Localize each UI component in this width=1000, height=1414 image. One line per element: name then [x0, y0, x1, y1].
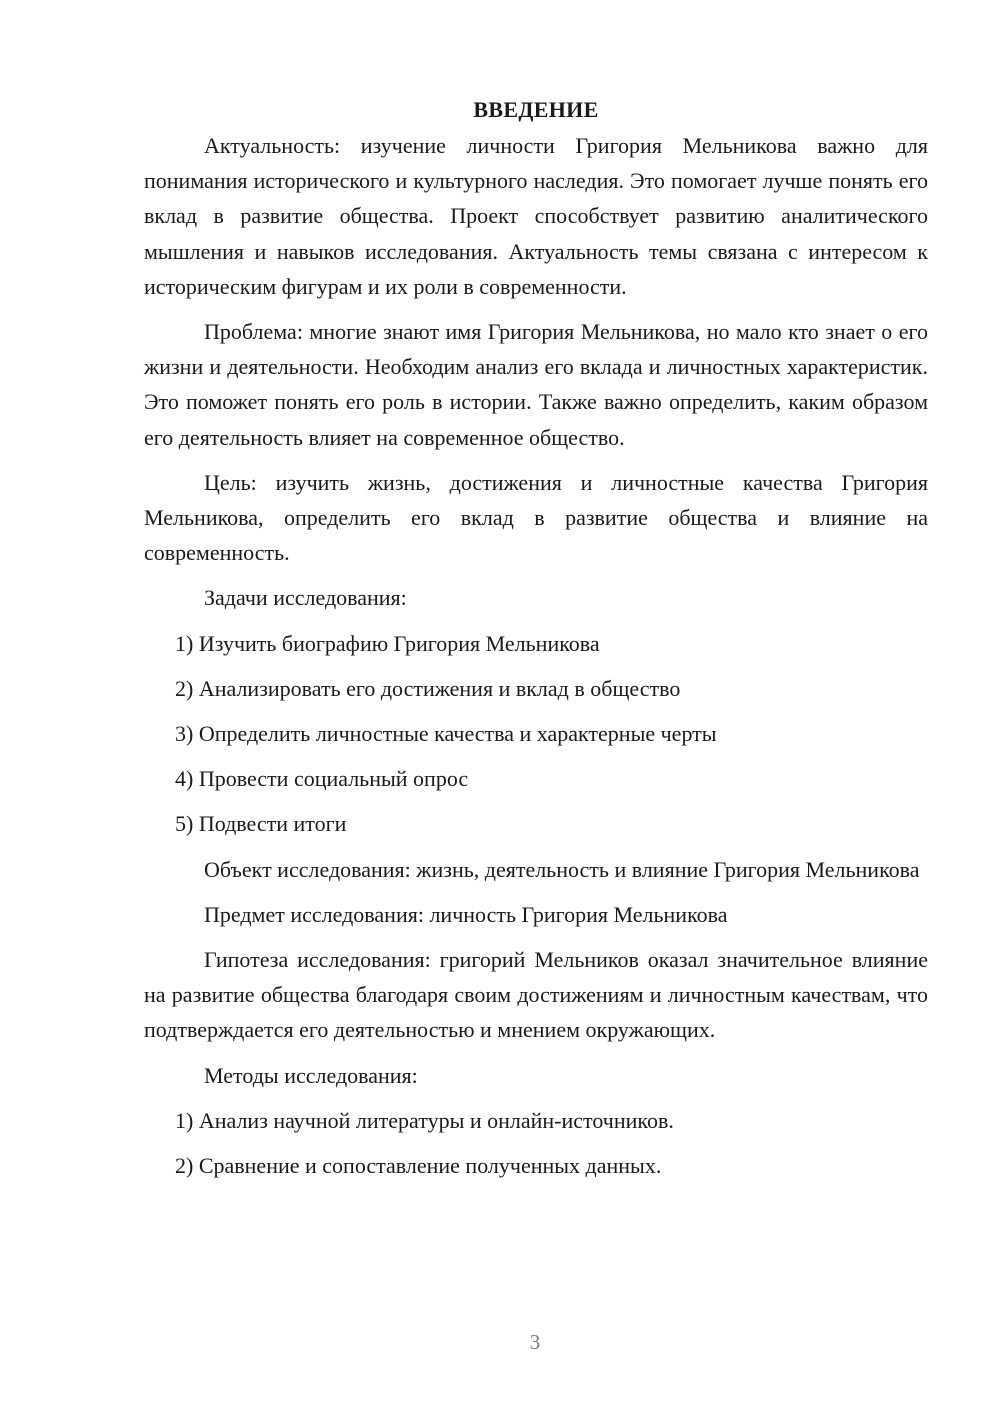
goal-paragraph: Цель: изучить жизнь, достижения и личностные качества Григория Мельникова, определить его вклад в развитие общества и влияние на современность. [144, 469, 928, 566]
method-item: 1) Анализ научной литературы и онлайн-источников. [175, 1107, 674, 1133]
task-item: 5) Подвести итоги [175, 811, 347, 837]
section-title: ВВЕДЕНИЕ [473, 97, 599, 122]
task-item: 1) Изучить биографию Григория Мельникова [175, 630, 600, 656]
page-number: 3 [529, 1330, 541, 1354]
hypothesis-paragraph: Гипотеза исследования: григорий Мельников оказал значительное влияние на развитие общества благодаря своим достижениям и личностным качествам, что подтверждается его деятельностью и мнением окружающих. [144, 947, 928, 1043]
method-item: 2) Сравнение и сопоставление полученных данных. [175, 1153, 662, 1179]
task-item: 3) Определить личностные качества и характерные черты [175, 721, 717, 747]
tasks-list [144, 626, 928, 842]
document-page [144, 92, 928, 1183]
tasks-heading: Задачи исследования: [204, 585, 407, 611]
relevance-paragraph: Актуальность: изучение личности Григория Мельникова важно для понимания исторического и культурного наследия. Это помогает лучше понять его вклад в развитие общества. Проект способствует развитию аналитического мышления и навыков исследования. Актуальность темы связана с интересом к историческим фигурам и их роли в современности. [144, 133, 928, 299]
task-item: 4) Провести социальный опрос [175, 766, 469, 792]
methods-heading: Методы исследования: [204, 1062, 418, 1088]
task-item: 2) Анализировать его достижения и вклад в общество [175, 675, 681, 701]
methods-list [144, 1103, 928, 1183]
object-paragraph: Объект исследования: жизнь, деятельность и влияние Григория Мельникова [204, 856, 920, 882]
problem-paragraph: Проблема: многие знают имя Григория Мельникова, но мало кто знает о его жизни и деятельности. Необходим анализ его вклада и личностных характеристик. Это поможет понять его роль в истории. Также важно определить, каким образом его деятельность влияет на современное общество. [144, 319, 928, 450]
subject-paragraph: Предмет исследования: личность Григория Мельникова [204, 901, 728, 927]
